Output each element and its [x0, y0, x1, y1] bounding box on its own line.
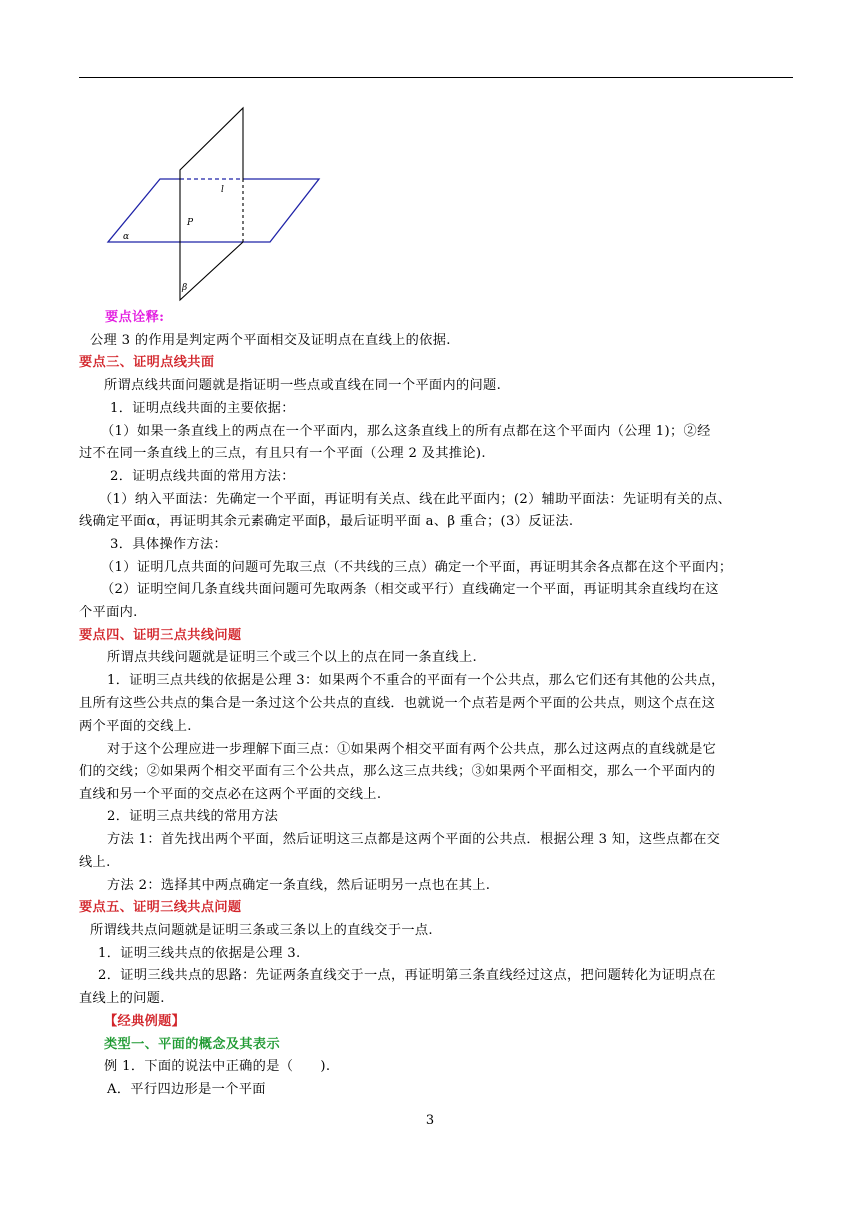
paragraph-line: （1）纳入平面法：先确定一个平面，再证明有关点、线在此平面内；(2）辅助平面法：先证明有关的点、 — [99, 492, 732, 507]
paragraph-line: 所谓点共线问题就是证明三个或三个以上的点在同一条直线上. — [107, 650, 478, 665]
paragraph-line: 3．具体操作方法： — [110, 537, 228, 552]
paragraph-line: 1．证明三点共线的依据是公理 3：如果两个不重合的平面有一个公共点，那么它们还有其他的公共点， — [107, 673, 725, 688]
paragraph-line: 1．证明点线共面的主要依据： — [110, 401, 295, 416]
plane-beta — [180, 108, 243, 300]
paragraph-line: 2．证明三线共点的思路：先证两条直线交于一点，再证明第三条直线经过这点，把问题转化为证明点在 — [98, 968, 716, 983]
examples-heading: 【经典例题】 — [104, 1014, 186, 1029]
paragraph-line: 方法 2：选择其中两点确定一条直线，然后证明另一点也在其上. — [107, 878, 491, 893]
paragraph-line: 2．证明点线共面的常用方法： — [110, 469, 295, 484]
plane-alpha — [108, 179, 319, 242]
paragraph-line: 个平面内. — [79, 605, 138, 620]
header-rule — [79, 77, 793, 78]
section-heading-5: 要点五、证明三线共点问题 — [79, 900, 242, 915]
paragraph-line: 方法 1：首先找出两个平面，然后证明这三点都是这两个平面的公共点．根据公理 3 知，这些点都在交 — [107, 832, 721, 847]
label-point-p: P — [187, 218, 194, 228]
paragraph-line: 直线上的问题. — [79, 991, 165, 1006]
example-question: 例 1．下面的说法中正确的是（ ). — [104, 1059, 331, 1074]
option-a: A．平行四边形是一个平面 — [107, 1082, 266, 1097]
paragraph-line: 们的交线；②如果两个相交平面有三个公共点，那么这三点共线；③如果两个平面相交，那么一个平面内的 — [79, 764, 716, 779]
label-alpha: α — [123, 232, 130, 242]
paragraph-line: 1．证明三线共点的依据是公理 3. — [98, 946, 301, 961]
paragraph-line: 线确定平面α，再证明其余元素确定平面β，最后证明平面 a、β 重合；(3）反证法. — [79, 514, 574, 529]
paragraph-line: 且所有这些公共点的集合是一条过这个公共点的直线．也就说一个点若是两个平面的公共点，则这个点在这 — [79, 696, 716, 711]
paragraph-line: 公理 3 的作用是判定两个平面相交及证明点在直线上的依据. — [90, 333, 451, 348]
page-number: 3 — [425, 1113, 435, 1128]
section-heading-4: 要点四、证明三点共线问题 — [79, 628, 242, 643]
paragraph-line: 直线和另一个平面的交点必在这两个平面的交线上. — [79, 787, 382, 802]
paragraph-line: 过不在同一条直线上的三点，有且只有一个平面（公理 2 及其推论). — [79, 446, 486, 461]
paragraph-line: （1）如果一条直线上的两点在一个平面内，那么这条直线上的所有点都在这个平面内（公理 1)；②经 — [101, 424, 711, 439]
paragraph-line: 所谓线共点问题就是证明三条或三条以上的直线交于一点. — [90, 923, 433, 938]
intersecting-planes-figure — [100, 100, 330, 305]
paragraph-line: （1）证明几点共面的问题可先取三点（不共线的三点）确定一个平面，再证明其余各点都在这个平面内； — [101, 560, 733, 575]
type-heading: 类型一、平面的概念及其表示 — [104, 1037, 280, 1052]
paragraph-line: 两个平面的交线上. — [79, 719, 192, 734]
label-line-l: l — [221, 185, 224, 195]
section-heading-3: 要点三、证明点线共面 — [79, 355, 215, 370]
paragraph-line: （2）证明空间几条直线共面问题可先取两条（相交或平行）直线确定一个平面，再证明其余直线均在这 — [101, 582, 719, 597]
label-beta: β — [182, 283, 188, 293]
paragraph-line: 所谓点线共面问题就是指证明一些点或直线在同一个平面内的问题. — [104, 378, 502, 393]
note-heading: 要点诠释: — [105, 310, 165, 325]
paragraph-line: 对于这个公理应进一步理解下面三点：①如果两个相交平面有两个公共点，那么过这两点的直线就是它 — [107, 742, 717, 757]
paragraph-line: 线上. — [79, 855, 111, 870]
paragraph-line: 2．证明三点共线的常用方法 — [107, 809, 279, 824]
